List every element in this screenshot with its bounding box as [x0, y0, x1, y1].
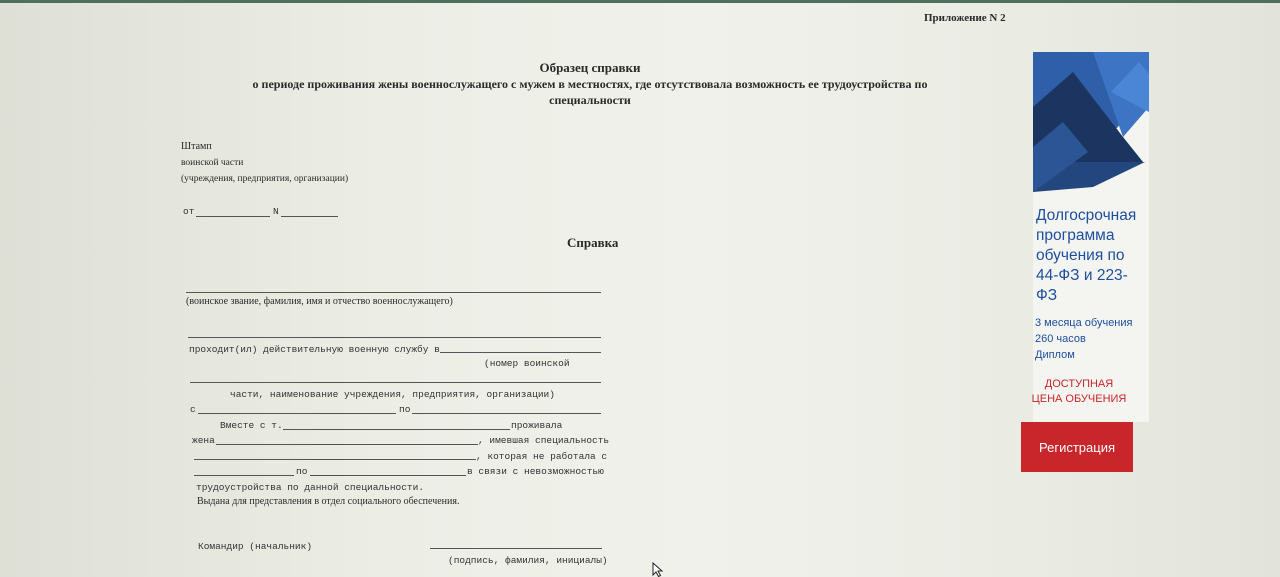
together-line	[283, 429, 510, 430]
unit-number-caption: (номер воинской	[484, 358, 570, 369]
from-period-line	[198, 413, 396, 414]
wife-line	[216, 444, 478, 445]
number-label: N	[273, 206, 279, 217]
impossibility-text: в связи с невозможностью	[467, 466, 604, 477]
doc-subtitle-cont: специальности	[549, 93, 631, 107]
specialty-line	[194, 459, 476, 460]
banner-detail-duration: 3 месяца обучения	[1035, 317, 1133, 329]
banner-price: ДОСТУПНАЯ ЦЕНА ОБУЧЕНИЯ	[1031, 378, 1127, 405]
unit-name-caption: части, наименование учреждения, предприятия, организации)	[230, 389, 555, 400]
mouse-cursor-icon	[652, 562, 664, 577]
not-worked-from-line	[194, 475, 294, 476]
commander-label: Командир (начальник)	[198, 541, 313, 552]
number-line	[281, 216, 338, 217]
service-line	[440, 352, 601, 353]
top-bar	[0, 0, 1280, 3]
signature-caption: (подпись, фамилия, инициалы)	[448, 555, 608, 566]
banner-detail-diploma: Диплом	[1035, 349, 1075, 361]
from-label: от	[183, 206, 195, 217]
heading: Справка	[567, 235, 619, 250]
issued-text: Выдана для представления в отдел социального обеспечения.	[197, 496, 460, 507]
banner-graphic	[1033, 52, 1149, 202]
wife-text: жена	[192, 435, 215, 446]
service-text: проходит(ил) действительную военную службу в	[189, 344, 440, 355]
serviceman-caption: (воинское звание, фамилия, имя и отчество военнослужащего)	[186, 296, 453, 307]
to-label-2: по	[296, 466, 308, 477]
signature-line	[430, 548, 602, 549]
stamp-label: Штамп	[181, 141, 212, 152]
serviceman-line	[186, 292, 601, 293]
doc-subtitle: о периоде проживания жены военнослужащего с мужем в местностях, где отсутствовала возможность ее трудоустройства по	[252, 77, 928, 91]
register-button[interactable]: Регистрация	[1021, 422, 1133, 472]
specialty-text: , имевшая специальность	[478, 435, 610, 446]
together-text: Вместе с т.	[220, 420, 283, 431]
banner-title: Долгосрочная программа обучения по 44-ФЗ и 223-ФЗ	[1036, 207, 1137, 304]
stamp-unit: воинской части	[181, 158, 244, 168]
unit-line	[190, 382, 601, 383]
not-worked-to-line	[310, 475, 466, 476]
employment-text: трудоустройства по данной специальности.	[196, 482, 425, 493]
from-period-label: с	[190, 404, 196, 415]
to-period-label: по	[399, 404, 411, 415]
appendix-label: Приложение N 2	[924, 12, 1006, 24]
date-line	[196, 216, 270, 217]
stamp-org: (учреждения, предприятия, организации)	[181, 174, 349, 184]
blank-line-1	[188, 337, 601, 338]
not-worked-text: , которая не работала с	[476, 451, 608, 462]
lived-text: проживала	[511, 420, 563, 431]
doc-title: Образец справки	[539, 60, 641, 75]
banner-detail-hours: 260 часов	[1035, 333, 1086, 345]
to-period-line	[412, 413, 601, 414]
